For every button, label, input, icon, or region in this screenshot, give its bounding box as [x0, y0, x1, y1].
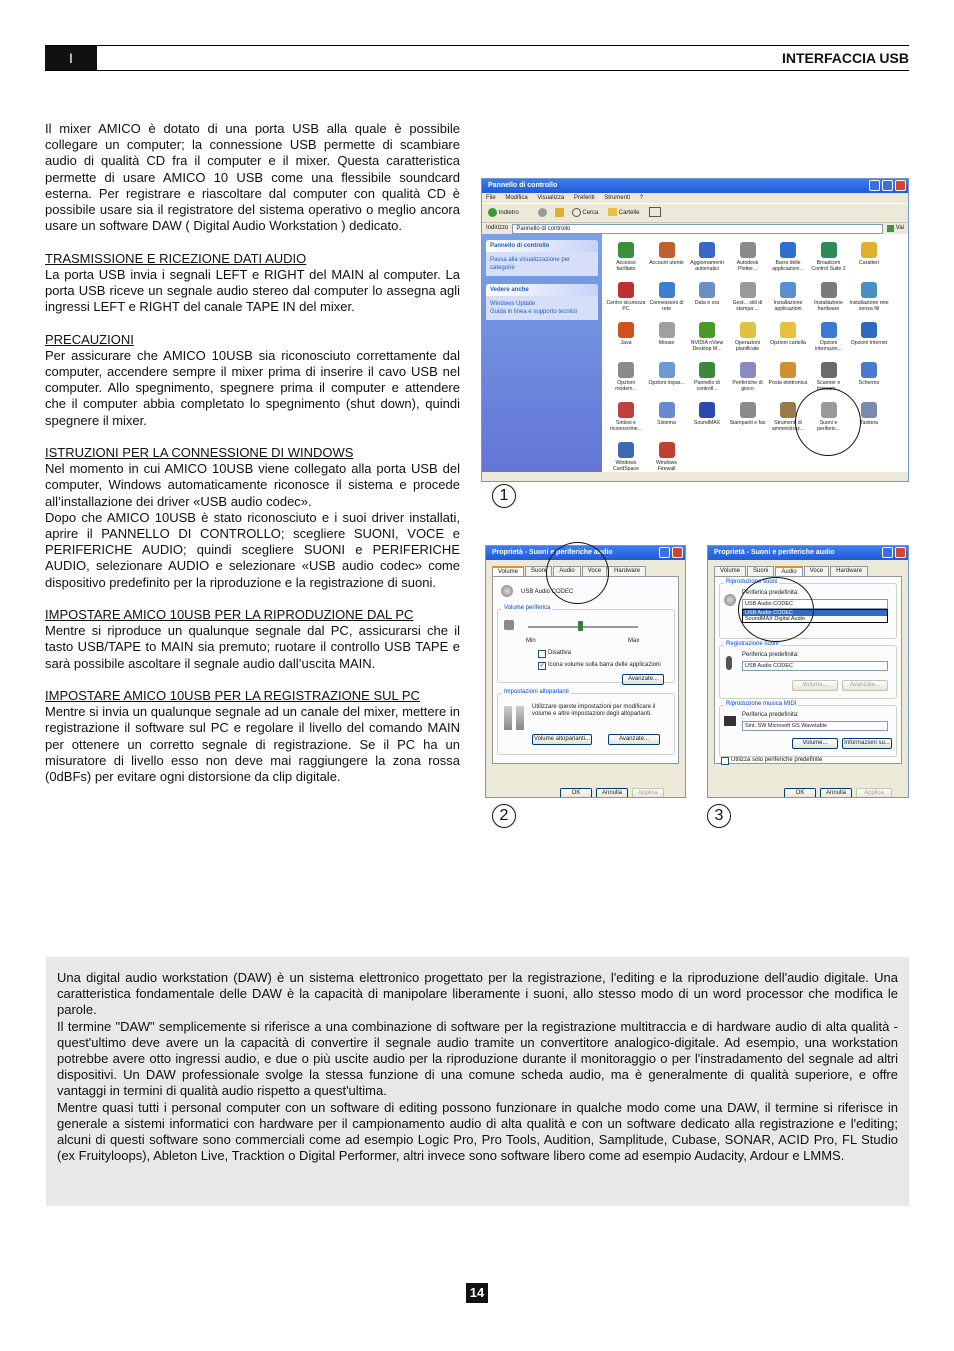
control-panel-item-label: Centro sicurezza PC: [606, 300, 646, 312]
control-panel-item-label: Installazione applicazioni: [773, 300, 803, 312]
control-panel-item-icon: [861, 362, 877, 378]
search-icon[interactable]: [572, 208, 581, 217]
control-panel-item-label: Sintesi e riconoscime...: [610, 420, 642, 432]
device-name: USB Audio CODEC: [521, 589, 574, 595]
control-panel-item-label: Caratteri: [859, 260, 879, 266]
min-label: Min: [526, 638, 536, 644]
task-pane: [482, 234, 602, 472]
help-support-link[interactable]: Guida in linea e supporto tecnico: [490, 309, 578, 315]
control-panel-item[interactable]: [768, 322, 808, 346]
speaker-icon: [501, 585, 513, 597]
midi-about-button[interactable]: Informazioni su...: [842, 738, 892, 749]
volume-slider-thumb[interactable]: [578, 621, 583, 631]
control-panel-item-label: Barra delle applicazioni...: [772, 260, 804, 272]
recording-group: [719, 641, 897, 699]
control-panel-item[interactable]: [768, 362, 808, 386]
subheading-windows: ISTRUZIONI PER LA CONNESSIONE DI WINDOWS: [45, 445, 354, 461]
control-panel-item-label: Sistema: [657, 420, 676, 426]
daw-paragraph-1: Una digital audio workstation (DAW) è un sistema elettronico progettato per la registrazione, l'editing e la riproduzione dell'audio digitale. Una caratteristica fondamentale delle DAW è la capacità di manipolare liberamente i suoni, allo stesso modo di un word processor che modifica le parole.: [57, 970, 898, 1018]
control-panel-item[interactable]: [849, 362, 889, 386]
tab-voice[interactable]: Voce: [582, 566, 607, 576]
highlight-circle-sounds: [795, 388, 861, 456]
menu-bar: [482, 193, 908, 203]
control-panel-item-icon: [821, 322, 837, 338]
back-button[interactable]: Indietro: [498, 210, 519, 216]
mute-label: Disattiva: [548, 650, 572, 656]
task-panel-control: [486, 240, 598, 276]
view-icon[interactable]: [649, 207, 661, 217]
max-label: Max: [628, 638, 640, 644]
figure-number-1: 1: [492, 484, 516, 508]
recording-volume-button[interactable]: Volume...: [792, 680, 838, 691]
control-panel-item-label: Windows Firewall: [655, 460, 678, 472]
control-panel-item-label: Account utente: [649, 260, 684, 266]
switch-category-link[interactable]: Passa alla visualizzazione per categorie: [490, 257, 571, 271]
control-panel-item-label: Connessioni di rete: [649, 300, 684, 312]
search-button[interactable]: Cerca: [582, 210, 599, 216]
menu-favorites[interactable]: Preferiti: [573, 195, 595, 201]
control-panel-item-icon: [740, 362, 756, 378]
control-panel-item-icon: [821, 282, 837, 298]
figure-number-2: 2: [492, 804, 516, 828]
control-panel-item-label: Opzioni internazio...: [815, 340, 842, 352]
cancel-button[interactable]: Annulla: [596, 788, 628, 798]
control-panel-item-label: Posta elettronica: [768, 380, 808, 386]
control-panel-item-icon: [780, 362, 796, 378]
control-panel-item-icon: [699, 282, 715, 298]
volume-icon: [504, 620, 514, 630]
default-only-label: Utilizza solo periferiche predefinite: [731, 757, 823, 763]
control-panel-item[interactable]: [728, 322, 768, 352]
close-icon[interactable]: [895, 547, 906, 558]
control-panel-item-label: NVIDIA nView Desktop M...: [690, 340, 724, 352]
control-panel-item-icon: [659, 242, 675, 258]
control-panel-item-label: Java: [620, 340, 632, 346]
playback-option-soundmax[interactable]: SoundMAX Digital Audio: [745, 616, 805, 622]
tray-checkbox[interactable]: ✓: [539, 663, 545, 669]
subheading-precautions: PRECAUZIONI: [45, 331, 134, 347]
control-panel-item[interactable]: [687, 322, 727, 352]
task-panel-see-also: [486, 284, 598, 320]
tab-volume[interactable]: Volume: [714, 566, 746, 576]
midi-group: [719, 701, 897, 757]
tab-audio[interactable]: Audio: [553, 566, 580, 576]
speaker-advanced-button[interactable]: Avanzate...: [608, 734, 660, 745]
help-icon[interactable]: [659, 547, 670, 558]
tab-hardware[interactable]: Hardware: [608, 566, 646, 576]
playback-speaker-icon: [724, 594, 736, 606]
section-title: INTERFACCIA USB: [781, 50, 909, 66]
address-label: Indirizzo: [486, 225, 509, 231]
back-icon[interactable]: [488, 208, 497, 217]
speakers-icon: [504, 706, 512, 730]
window-title: Pannello di controllo: [488, 182, 558, 189]
menu-edit[interactable]: Modifica: [505, 195, 528, 201]
dialog-title: Proprietà - Suoni e periferiche audio: [714, 549, 835, 556]
playback-paragraph: Mentre si riproduce un qualunque segnale dal PC, assicurarsi che il tasto USB/TAPE to MAIN sia premuto; ruotare il controllo USB TAPE e sarà possibile ascoltare il segnale audio dall’uscita MAIN.: [45, 623, 460, 671]
close-icon[interactable]: [672, 547, 683, 558]
control-panel-item-icon: [821, 362, 837, 378]
control-panel-item-icon: [699, 402, 715, 418]
recording-default-label: Periferica predefinita:: [742, 652, 799, 658]
control-panel-item-label: Aggiornamenti automatici: [690, 260, 724, 272]
control-panel-item-icon: [861, 322, 877, 338]
control-panel-item-label: Opzioni modem...: [615, 380, 637, 392]
windows-paragraph-1: Nel momento in cui AMICO 10USB viene collegato alla porta USB del computer, Windows automaticamente riconosce il sistema e procede all’installazione dei driver «USB audio codec».: [45, 461, 460, 509]
control-panel-item-icon: [618, 362, 634, 378]
control-panel-item-label: Pannello di controll...: [694, 380, 720, 392]
mute-checkbox[interactable]: [538, 650, 546, 658]
recording-label: Registrazione suoni: [726, 641, 779, 647]
control-panel-item[interactable]: [809, 282, 849, 312]
control-panel-item[interactable]: [728, 362, 768, 392]
playback-device-select[interactable]: USB Audio CODEC: [742, 599, 888, 609]
control-panel-item-icon: [780, 402, 796, 418]
control-panel-item-label: Suoni e periferic...: [817, 420, 840, 432]
speaker-settings-group: [497, 689, 675, 755]
playback-label: Riproduzione suoni: [726, 579, 778, 585]
go-arrow-icon[interactable]: [887, 225, 894, 232]
control-panel-item-icon: [618, 402, 634, 418]
control-panel-item-label: Broadcom Control Suite 2: [811, 260, 846, 272]
device-volume-group: [497, 605, 675, 683]
dialog-titlebar: [708, 546, 908, 560]
control-panel-item-label: Opzioni cartella: [770, 340, 806, 346]
control-panel-item-label: Installazione hardware: [814, 300, 843, 312]
control-panel-item-icon: [821, 242, 837, 258]
control-panel-item-label: Opzioni rispar...: [648, 380, 685, 386]
control-panel-item[interactable]: [606, 282, 646, 312]
tab-audio[interactable]: Audio: [775, 566, 802, 576]
advanced-button[interactable]: Avanzate...: [622, 674, 664, 685]
subheading-playback: IMPOSTARE AMICO 10USB PER LA RIPRODUZIONE DAL PC: [45, 607, 414, 623]
control-panel-item[interactable]: [728, 282, 768, 312]
address-bar: [482, 223, 908, 234]
control-panel-item-icon: [618, 442, 634, 458]
control-panel-item[interactable]: [768, 242, 808, 272]
midi-default-label: Periferica predefinita:: [742, 712, 799, 718]
windows-paragraph-2: Dopo che AMICO 10USB è stato riconosciuto e i suoi driver installati, aprire il PANNELLO DI CONTROLLO; scegliere SUONI, VOCE e PERIFERICHE AUDIO; quindi scegliere SUONI e PERIFERICHE AUDIO, selezionare AUDIO e selezionare «USB audio codec» come dispositivo predefinito per la riproduzione e la registrazione di suoni.: [45, 509, 460, 590]
address-field[interactable]: Pannello di controllo: [512, 224, 882, 234]
see-also-title: Vedere anche: [486, 284, 598, 296]
control-panel-item[interactable]: [687, 282, 727, 306]
control-panel-item-icon: [618, 322, 634, 338]
recording-advanced-button[interactable]: Avanzate...: [842, 680, 888, 691]
midi-volume-button[interactable]: Volume...: [792, 738, 838, 749]
control-panel-item-label: Accesso facilitato: [616, 260, 636, 272]
task-panel-title: Pannello di controllo: [486, 240, 598, 252]
control-panel-item[interactable]: [728, 242, 768, 272]
playback-default-label: Periferica predefinita:: [742, 590, 799, 596]
control-panel-item[interactable]: [687, 242, 727, 272]
tab-hardware[interactable]: Hardware: [830, 566, 868, 576]
control-panel-item-icon: [659, 362, 675, 378]
midi-device-select[interactable]: Sint. SW Microsoft GS Wavetable: [742, 721, 888, 731]
menu-tools[interactable]: Strumenti: [604, 195, 630, 201]
control-panel-item[interactable]: [849, 282, 889, 312]
control-panel-item-icon: [861, 402, 877, 418]
transmission-paragraph: La porta USB invia i segnali LEFT e RIGHT del MAIN al computer. La porta USB riceve un segnale audio stereo dal computer lo assegna agli ingressi LEFT e RIGHT del canale TAPE IN del mixer.: [45, 266, 460, 315]
precautions-paragraph: Per assicurare che AMICO 10USB sia riconosciuto correttamente dal computer, accendere sempre il mixer prima di inserire il cavo USB nel computer. Allo spegnimento, spegnere prima il computer e attendere che il computer abbia completato lo spegnimento (shut down), quindi spegnere il mixer.: [45, 347, 460, 428]
control-panel-item-label: Tastiera: [859, 420, 879, 426]
windows-update-link[interactable]: Windows Update: [490, 301, 536, 307]
control-panel-item[interactable]: [647, 362, 687, 386]
page-number: 14: [466, 1283, 488, 1303]
control-panel-item[interactable]: [606, 242, 646, 272]
control-panel-item-icon: [780, 282, 796, 298]
control-panel-item-label: Opzioni Internet: [850, 340, 888, 346]
control-panel-item[interactable]: [849, 322, 889, 346]
folders-button[interactable]: Cartelle: [618, 210, 640, 216]
control-panel-item-label: Gest... stili di stampa ...: [732, 300, 763, 312]
control-panel-item-icon: [780, 322, 796, 338]
ok-button[interactable]: OK: [560, 788, 592, 798]
default-only-checkbox[interactable]: [721, 757, 729, 765]
tab-sounds[interactable]: Suoni: [747, 566, 774, 576]
tab-volume[interactable]: Volume: [492, 566, 524, 576]
language-tab: I: [45, 46, 97, 70]
control-panel-item-icon: [740, 402, 756, 418]
control-panel-item-icon: [659, 442, 675, 458]
volume-tab-panel: [492, 576, 679, 764]
control-panel-item[interactable]: [647, 442, 687, 472]
intro-paragraph: Il mixer AMICO è dotato di una porta USB alla quale è possibile collegare un computer; la connessione USB permette di scambiare audio di qualità CD fra il computer e il mixer. Questa caratteristica permette di usare AMICO 10 USB come una flessibile soundcard esterna. Per registrare e riascoltare dal computer con qualità CD è possibile usare sia il registratore del sistema operativo o meglio ancora usare un software DAW ( Digital Audio Workstation ) dedicato.: [45, 121, 460, 234]
control-panel-item[interactable]: [809, 322, 849, 352]
tray-label: Icona volume sulla barra delle applicazioni: [548, 662, 661, 668]
control-panel-item-icon: [740, 322, 756, 338]
up-folder-icon[interactable]: [555, 208, 564, 217]
control-panel-item-label: Mouse: [658, 340, 675, 346]
cancel-button[interactable]: Annulla: [820, 788, 852, 798]
control-panel-icons: [602, 234, 908, 472]
control-panel-item-label: Strumenti di amministraz...: [771, 420, 805, 432]
daw-info-box: [46, 957, 909, 1206]
recording-device-select[interactable]: USB Audio CODEC: [742, 661, 888, 671]
control-panel-item-icon: [780, 242, 796, 258]
minimize-icon[interactable]: [869, 180, 880, 191]
control-panel-item-icon: [740, 282, 756, 298]
control-panel-item-icon: [618, 242, 634, 258]
control-panel-item-label: Windows CardSpace: [613, 460, 639, 472]
text-column: [45, 121, 460, 785]
window-titlebar: [482, 179, 908, 193]
dialog-title: Proprietà - Suoni e periferiche audio: [492, 549, 613, 556]
ok-button[interactable]: OK: [784, 788, 816, 798]
apply-button[interactable]: Applica: [632, 788, 664, 798]
control-panel-item-icon: [740, 242, 756, 258]
midi-icon: [724, 716, 736, 726]
go-button[interactable]: Vai: [895, 225, 904, 231]
figure-number-3: 3: [707, 804, 731, 828]
subheading-transmission: TRASMISSIONE E RICEZIONE DATI AUDIO: [45, 250, 307, 266]
control-panel-item[interactable]: [647, 282, 687, 312]
folders-icon[interactable]: [608, 208, 617, 216]
daw-paragraph-2: Il termine "DAW" semplicemente si riferisce a una combinazione di software per la registrazione multitraccia e di hardware audio di alta qualità - quest'ultimo deve avere un la capacità di convertire il segnale audio tramite un convertitore analogico-digitale. Ad esempio, una workstation potrebbe avere otto ingressi audio, e due o più uscite audio per la riproduzione durante il monitoraggio o per l'instradamento del segnale ad altri dispositivi. Un DAW professionale svolge la stessa funzione di una comune scheda audio, ma è generalmente di qualità superiore, e offre vantaggi in termini di qualità audio rispetto a quest'ultima.: [57, 1018, 898, 1099]
close-icon[interactable]: [895, 180, 906, 191]
highlight-circle-audio-tab: [546, 542, 609, 604]
control-panel-item[interactable]: [728, 402, 768, 426]
control-panel-item[interactable]: [768, 282, 808, 312]
forward-icon[interactable]: [538, 208, 547, 217]
menu-view[interactable]: Visualizza: [537, 195, 565, 201]
speakers-icon-2: [516, 706, 524, 730]
control-panel-item-icon: [659, 322, 675, 338]
control-panel-item-label: Schermo: [858, 380, 880, 386]
daw-paragraph-3: Mentre quasi tutti i personal computer con un software di editing possono funzionare in qualche modo come una DAW, il termine si riferisce in generale a sistemi informatici con hardware per il campionamento audio di alta qualità e con un software dedicato alla registrazione e l'editing; alcuni di questi software sono commerciali come ad esempio Logic Pro, Pro Tools, Audition, Samplitude, Cubase, SONAR, ACID Pro, FL Studio (ex Fruityloops), Ableton Live, Tracktion o Digital Performer, altri invece sono software libero come ad esempio Audacity, Ardour e LMMS.: [57, 1099, 898, 1164]
control-panel-item[interactable]: [647, 242, 687, 266]
speaker-settings-label: Impostazioni altoparlanti: [504, 689, 569, 695]
highlight-circle-default-device: [738, 577, 814, 642]
speaker-volume-button[interactable]: Volume altoparlanti...: [532, 734, 592, 745]
device-volume-label: Volume periferica: [504, 605, 551, 611]
control-panel-item-icon: [861, 282, 877, 298]
tab-sounds[interactable]: Suoni: [525, 566, 552, 576]
control-panel-item-label: Stampanti e fax: [729, 420, 766, 426]
control-panel-item[interactable]: [606, 402, 646, 432]
control-panel-item-icon: [861, 242, 877, 258]
control-panel-item-label: Periferiche di gioco: [732, 380, 763, 392]
midi-label: Riproduzione musica MIDI: [726, 701, 797, 707]
control-panel-item-label: Installazione rete senza fili: [849, 300, 889, 312]
header-rule: [45, 45, 909, 71]
playback-option-usb[interactable]: USB Audio CODEC: [743, 610, 887, 616]
menu-file[interactable]: File: [486, 195, 496, 201]
control-panel-item[interactable]: [606, 322, 646, 346]
help-icon[interactable]: [882, 547, 893, 558]
control-panel-item-icon: [699, 362, 715, 378]
speaker-description: Utilizzare queste impostazioni per modificare il volume e altre impostazioni degli altoparlanti.: [532, 704, 656, 717]
control-panel-item-icon: [618, 282, 634, 298]
control-panel-item-icon: [659, 282, 675, 298]
control-panel-item[interactable]: [687, 402, 727, 426]
control-panel-item[interactable]: [849, 242, 889, 266]
recording-paragraph: Mentre si invia un qualunque segnale ad un canale del mixer, mettere in registrazione il software sul PC e regolare il livello del comando MAIN per ottenere un corretto segnale di registrazione. Se il PC ha un misuratore di livello esso non deve mai raggiungere la zona rossa (0dBFs) per evitare ogni distorsione da clip digitale.: [45, 704, 460, 785]
menu-help[interactable]: ?: [639, 195, 643, 201]
screenshot-audio-tab: [707, 545, 909, 798]
control-panel-item-label: Operazioni pianificate: [734, 340, 761, 352]
tab-voice[interactable]: Voce: [804, 566, 829, 576]
control-panel-item-icon: [659, 402, 675, 418]
control-panel-item-icon: [699, 242, 715, 258]
control-panel-item[interactable]: [606, 362, 646, 392]
volume-slider[interactable]: [528, 626, 638, 628]
control-panel-item-icon: [699, 322, 715, 338]
control-panel-item[interactable]: [687, 362, 727, 392]
control-panel-item-label: Autodesk Plotter...: [736, 260, 759, 272]
control-panel-item[interactable]: [606, 442, 646, 472]
control-panel-item[interactable]: [647, 322, 687, 346]
control-panel-item-label: Scanner e fotocam...: [816, 380, 841, 392]
control-panel-item-label: SoundMAX: [693, 420, 721, 426]
apply-button[interactable]: Applica: [856, 788, 892, 798]
microphone-icon: [726, 656, 732, 670]
control-panel-item[interactable]: [647, 402, 687, 426]
tab-strip: [714, 566, 902, 576]
control-panel-item[interactable]: [809, 242, 849, 272]
maximize-icon[interactable]: [882, 180, 893, 191]
toolbar: [482, 203, 908, 223]
control-panel-item-label: Data e ora: [694, 300, 720, 306]
subheading-recording: IMPOSTARE AMICO 10USB PER LA REGISTRAZIONE SUL PC: [45, 688, 420, 704]
